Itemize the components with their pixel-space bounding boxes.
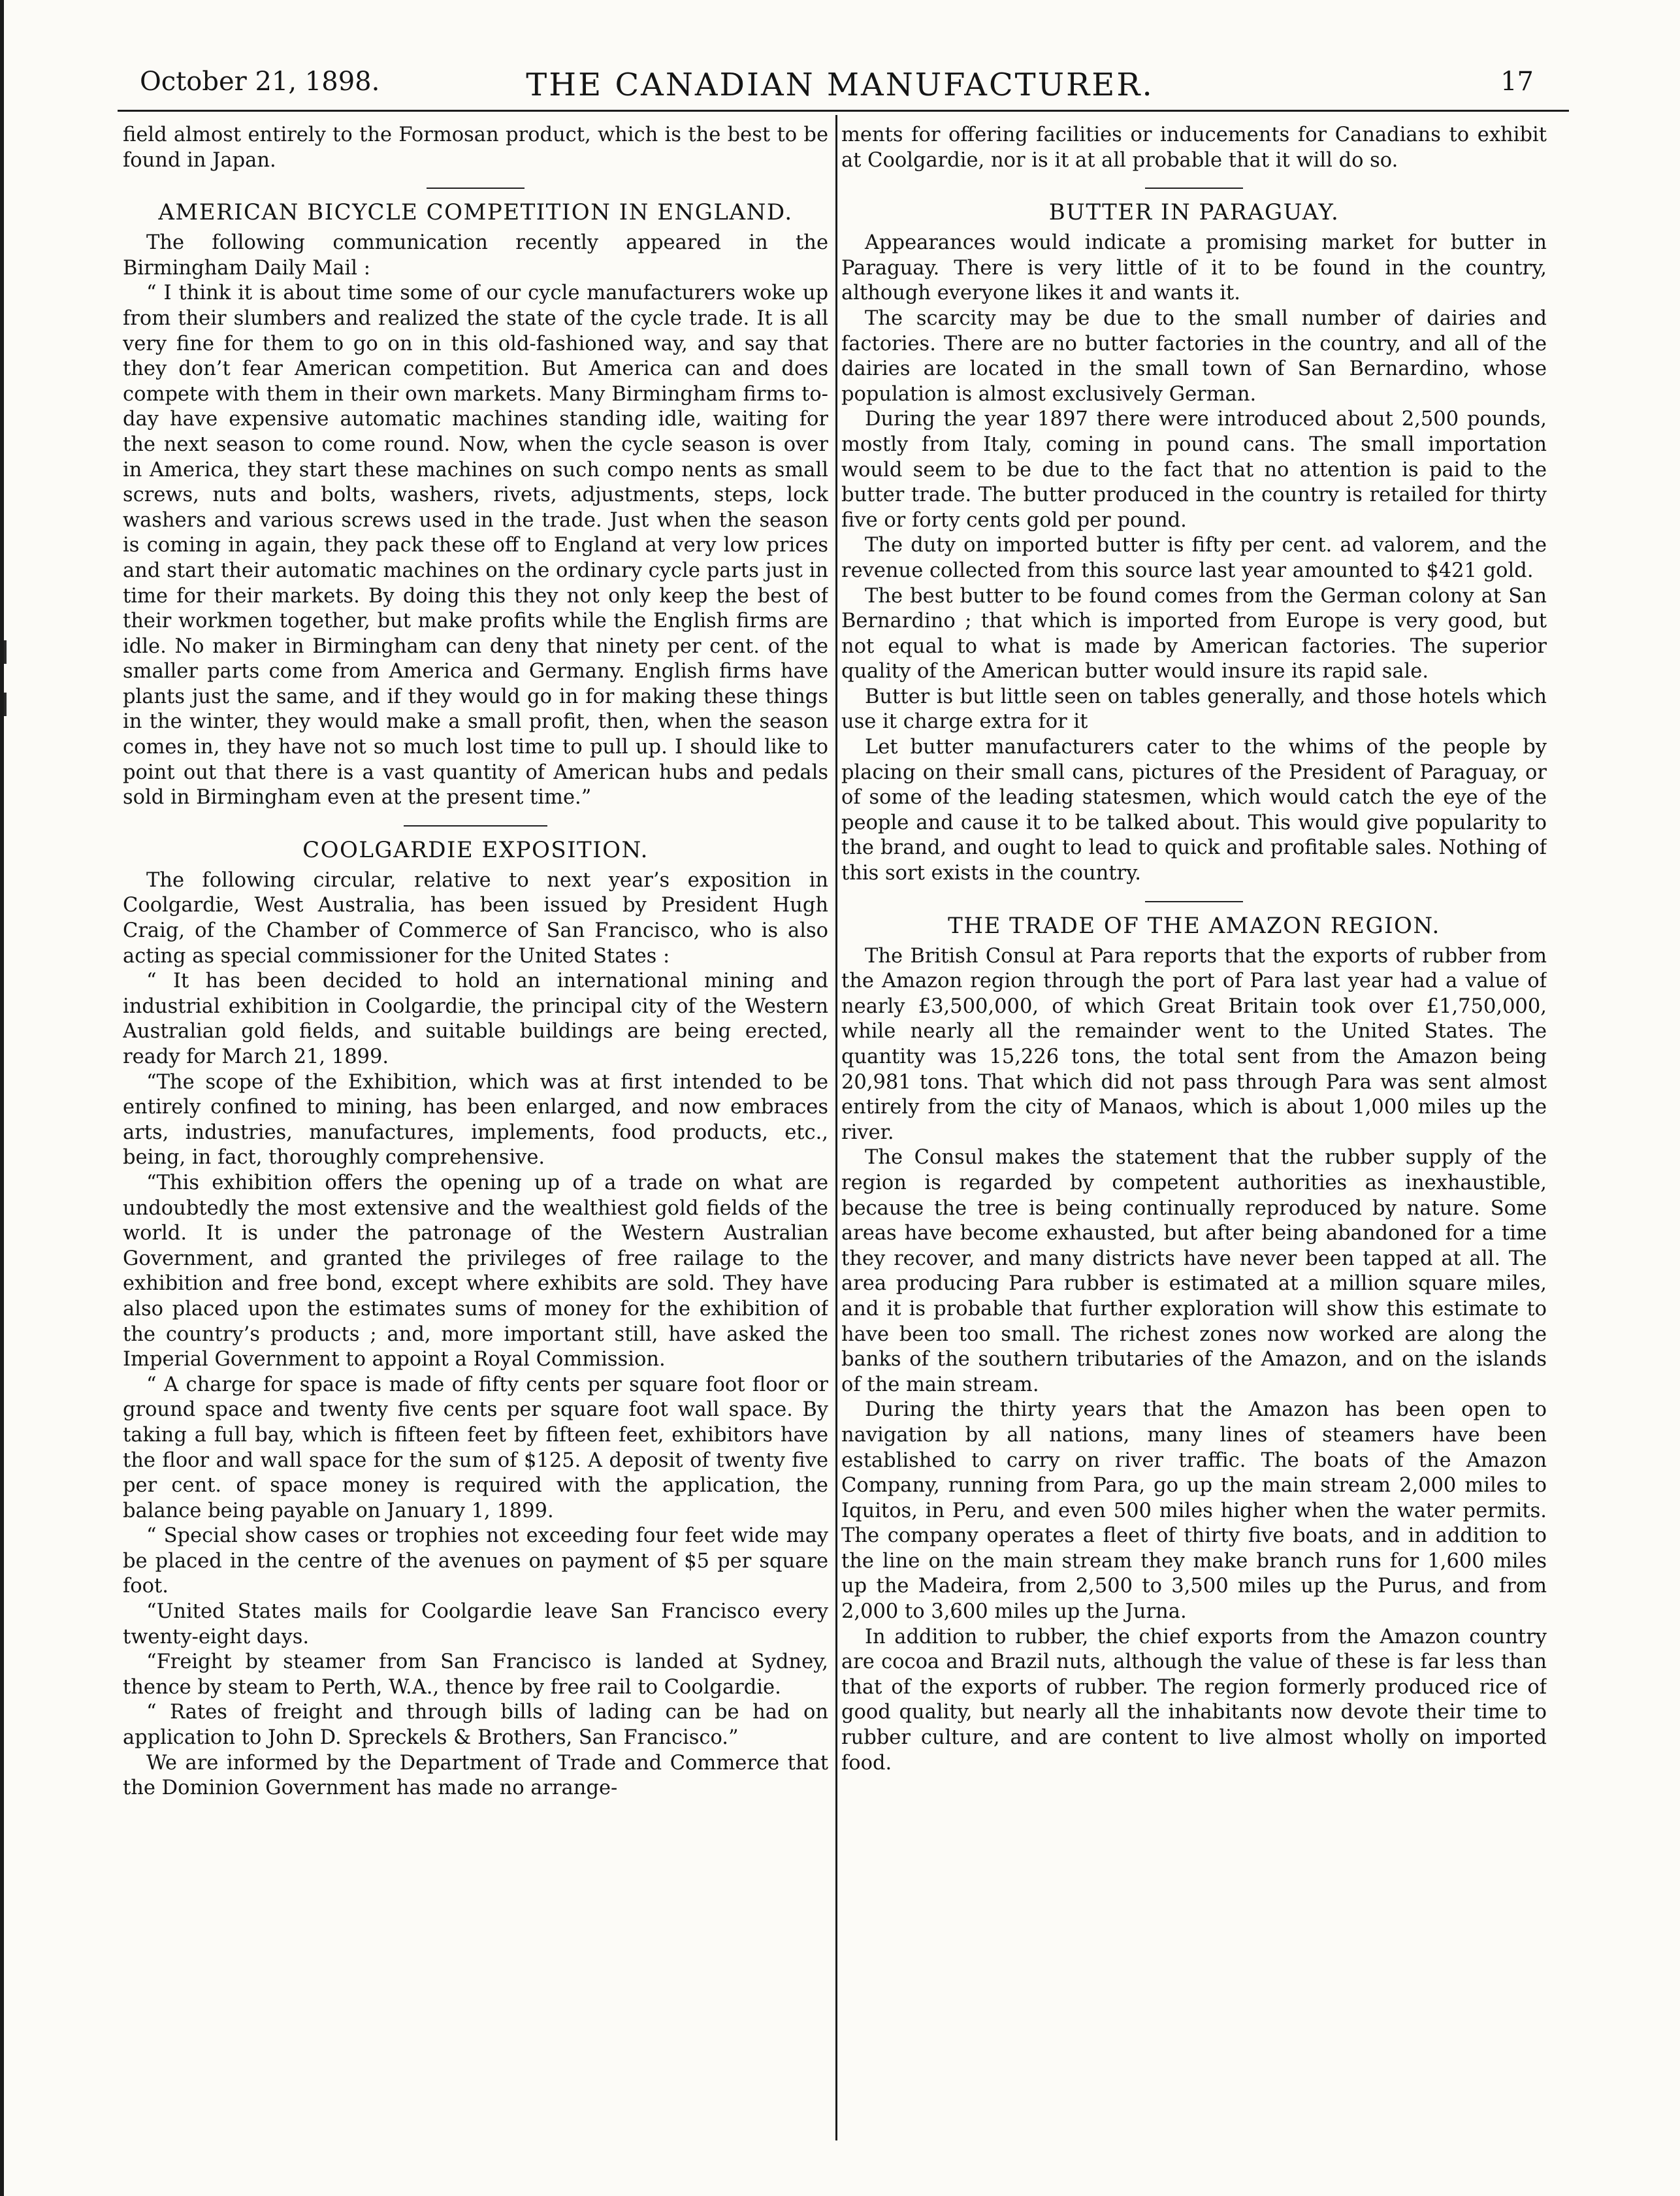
- article-paragraph: “ Rates of freight and through bills of lading can be had on application to John D. Spreckels & Brothers, San Francisco.”: [123, 1701, 828, 1750]
- running-header: [140, 67, 1540, 106]
- article-paragraph: During the year 1897 there were introduced about 2,500 pounds, mostly from Italy, coming in pound cans. The small importation would seem to be due to the fact that no attention is paid to the butter trade. The butter produced in the country is retailed for thirty five or forty cents gold per pound.: [841, 408, 1547, 532]
- section-separator: [404, 825, 547, 827]
- article-heading-amazon: THE TRADE OF THE AMAZON REGION.: [948, 912, 1440, 939]
- article-paragraph: Butter is but little seen on tables generally, and those hotels which use it charge extra for it: [841, 685, 1547, 734]
- article-paragraph: “Freight by steamer from San Francisco is landed at Sydney, thence by steam to Perth, W.A., thence by free rail to Coolgardie.: [123, 1650, 828, 1699]
- section-separator: [427, 188, 525, 189]
- article-paragraph: “ Special show cases or trophies not exceeding four feet wide may be placed in the centre of the avenues on payment of $5 per square foot.: [123, 1524, 828, 1598]
- article-heading-coolgardie: COOLGARDIE EXPOSITION.: [302, 836, 649, 863]
- article-paragraph: “ It has been decided to hold an international mining and industrial exhibition in Coolgardie, the principal city of the Western Australian gold fields, and suitable buildings are being erected, ready for March 21, 1899.: [123, 970, 828, 1068]
- article-paragraph: The Consul makes the statement that the rubber supply of the region is regarded by competent authorities as inexhaustible, because the tree is being continually reproduced by nature. Some areas have become exhausted, but after being abandoned for a time they recover, and many districts have never been tapped at all. The area producing Para rubber is estimated at a million square miles, and it is probable that further exploration will show this estimate to have been too small. The richest zones now worked are along the banks of the southern tributaries of the Amazon, and on the islands of the main stream.: [841, 1146, 1547, 1396]
- article-paragraph: We are informed by the Department of Trade and Commerce that the Dominion Government has made no arrange-: [123, 1751, 828, 1800]
- scan-edge-mark: [4, 640, 7, 664]
- article-paragraph: “The scope of the Exhibition, which was at first intended to be entirely confined to mining, has been enlarged, and now embraces arts, industries, manufactures, implements, food products, etc., being, in fact, thoroughly comprehensive.: [123, 1070, 828, 1170]
- scan-edge-mark: [4, 693, 7, 716]
- scan-edge: [0, 0, 4, 2196]
- issue-date: October 21, 1898.: [140, 67, 380, 97]
- article-paragraph: Let butter manufacturers cater to the whims of the people by placing on their small cans, pictures of the President of Paraguay, or of some of the leading statesmen, which would catch the eye of the people and cause it to be talked about. This would give popularity to the brand, and ought to lead to quick and profitable sales. Nothing of this sort exists in the country.: [841, 736, 1547, 885]
- article-paragraph: The scarcity may be due to the small number of dairies and factories. There are no butter factories in the country, and all of the dairies are located in the small town of San Bernardino, whose population is almost exclusively German.: [841, 306, 1547, 406]
- publication-title: THE CANADIAN MANUFACTURER.: [526, 67, 1154, 103]
- article-paragraph: “ A charge for space is made of fifty cents per square foot floor or ground space and twenty five cents per square foot wall space. By taking a full bay, which is fifteen feet by fifteen feet, exhibitors have the floor and wall space for the sum of $125. A deposit of twenty five per cent. of space money is required with the application, the balance being payable on January 1, 1899.: [123, 1373, 828, 1522]
- article-heading-butter: BUTTER IN PARAGUAY.: [1048, 199, 1340, 226]
- article-paragraph: Appearances would indicate a promising market for butter in Paraguay. There is very little of it to be found in the country, although everyone likes it and wants it.: [841, 231, 1547, 305]
- column-rule: [835, 115, 837, 2140]
- left-column: [123, 123, 828, 2165]
- article-paragraph: “ I think it is about time some of our cycle manufacturers woke up from their slumbers and realized the state of the cycle trade. It is all very fine for them to go on in this old-fashioned way, and say that they don’t fear American competition. But America can and does compete with them in their own markets. Many Birmingham firms to-day have expensive automatic machines standing idle, waiting for the next season to come round. Now, when the cycle season is over in America, they start these machines on such compo nents as small screws, nuts and bolts, washers, rivets, adjustments, steps, lock washers and various screws used in the trade. Just when the season is coming in again, they pack these off to England at very low prices and start their automatic machines on the ordinary cycle parts just in time for their markets. By doing this they not only keep the best of their workmen together, but make profits while the English firms are idle. No maker in Birmingham can deny that ninety per cent. of the smaller parts come from America and Germany. English firms have plants just the same, and if they would go in for making these things in the winter, they would make a small profit, then, when the season comes in, they have not so much lost time to pull up. I should like to point out that there is a vast quantity of American hubs and pedals sold in Birmingham even at the present time.”: [123, 282, 828, 810]
- article-paragraph: During the thirty years that the Amazon has been open to navigation by all nations, many lines of steamers have been established to carry on river traffic. The boats of the Amazon Company, running from Para, go up the main stream 2,000 miles to Iquitos, in Peru, and even 500 miles higher when the water permits. The company operates a fleet of thirty five boats, and in addition to the line on the main stream they make branch runs for 1,600 miles up the Madeira, from 2,500 to 3,500 miles up the Purus, and from 2,000 to 3,600 miles up the Jurna.: [841, 1398, 1547, 1624]
- article-paragraph: “United States mails for Coolgardie leave San Francisco every twenty-eight days.: [123, 1600, 828, 1648]
- article-paragraph: In addition to rubber, the chief exports from the Amazon country are cocoa and Brazil nuts, although the value of these is far less than that of the exports of rubber. The region formerly produced rice of good quality, but nearly all the inhabitants now devote their time to rubber culture, and are content to live almost wholly on imported food.: [841, 1625, 1547, 1775]
- article-paragraph: The British Consul at Para reports that the exports of rubber from the Amazon region through the port of Para last year had a value of nearly £3,500,000, of which Great Britain took over £1,750,000, while nearly all the remainder went to the United States. The quantity was 15,226 tons, the total sent from the Amazon being 20,981 tons. That which did not pass through Para was sent almost entirely from the city of Manaos, which is about 1,000 miles up the river.: [841, 944, 1547, 1144]
- header-rule: [118, 110, 1569, 112]
- article-paragraph: “This exhibition offers the opening up of a trade on what are undoubtedly the most extensive and the wealthiest gold fields of the world. It is under the patronage of the Western Australian Government, and granted the privileges of free railage to the exhibition and free bond, except where exhibits are sold. They have also placed upon the estimates sums of money for the exhibition of the country’s products ; and, more important still, have asked the Imperial Government to appoint a Royal Commission.: [123, 1171, 828, 1371]
- continued-paragraph: field almost entirely to the Formosan product, which is the best to be found in Japan.: [123, 123, 828, 172]
- article-paragraph: The best butter to be found comes from the German colony at San Bernardino ; that which is imported from Europe is very good, but not equal to what is made by American factories. The superior quality of the American butter would insure its rapid sale.: [841, 584, 1547, 683]
- article-paragraph: The following circular, relative to next year’s exposition in Coolgardie, West Australia, has been issued by President Hugh Craig, of the Chamber of Commerce of San Francisco, who is also acting as special commissioner for the United States :: [123, 868, 828, 968]
- section-separator: [1145, 901, 1243, 902]
- right-column: [841, 123, 1547, 2165]
- page-number: 17: [1500, 67, 1534, 97]
- article-heading-bicycle: AMERICAN BICYCLE COMPETITION IN ENGLAND.: [158, 199, 793, 226]
- continued-paragraph: ments for offering facilities or inducements for Canadians to exhibit at Coolgardie, nor is it at all probable that it will do so.: [841, 123, 1547, 172]
- section-separator: [1145, 188, 1243, 189]
- article-paragraph: The duty on imported butter is fifty per cent. ad valorem, and the revenue collected from this source last year amounted to $421 gold.: [841, 534, 1547, 582]
- article-paragraph: The following communication recently appeared in the Birmingham Daily Mail :: [123, 231, 828, 280]
